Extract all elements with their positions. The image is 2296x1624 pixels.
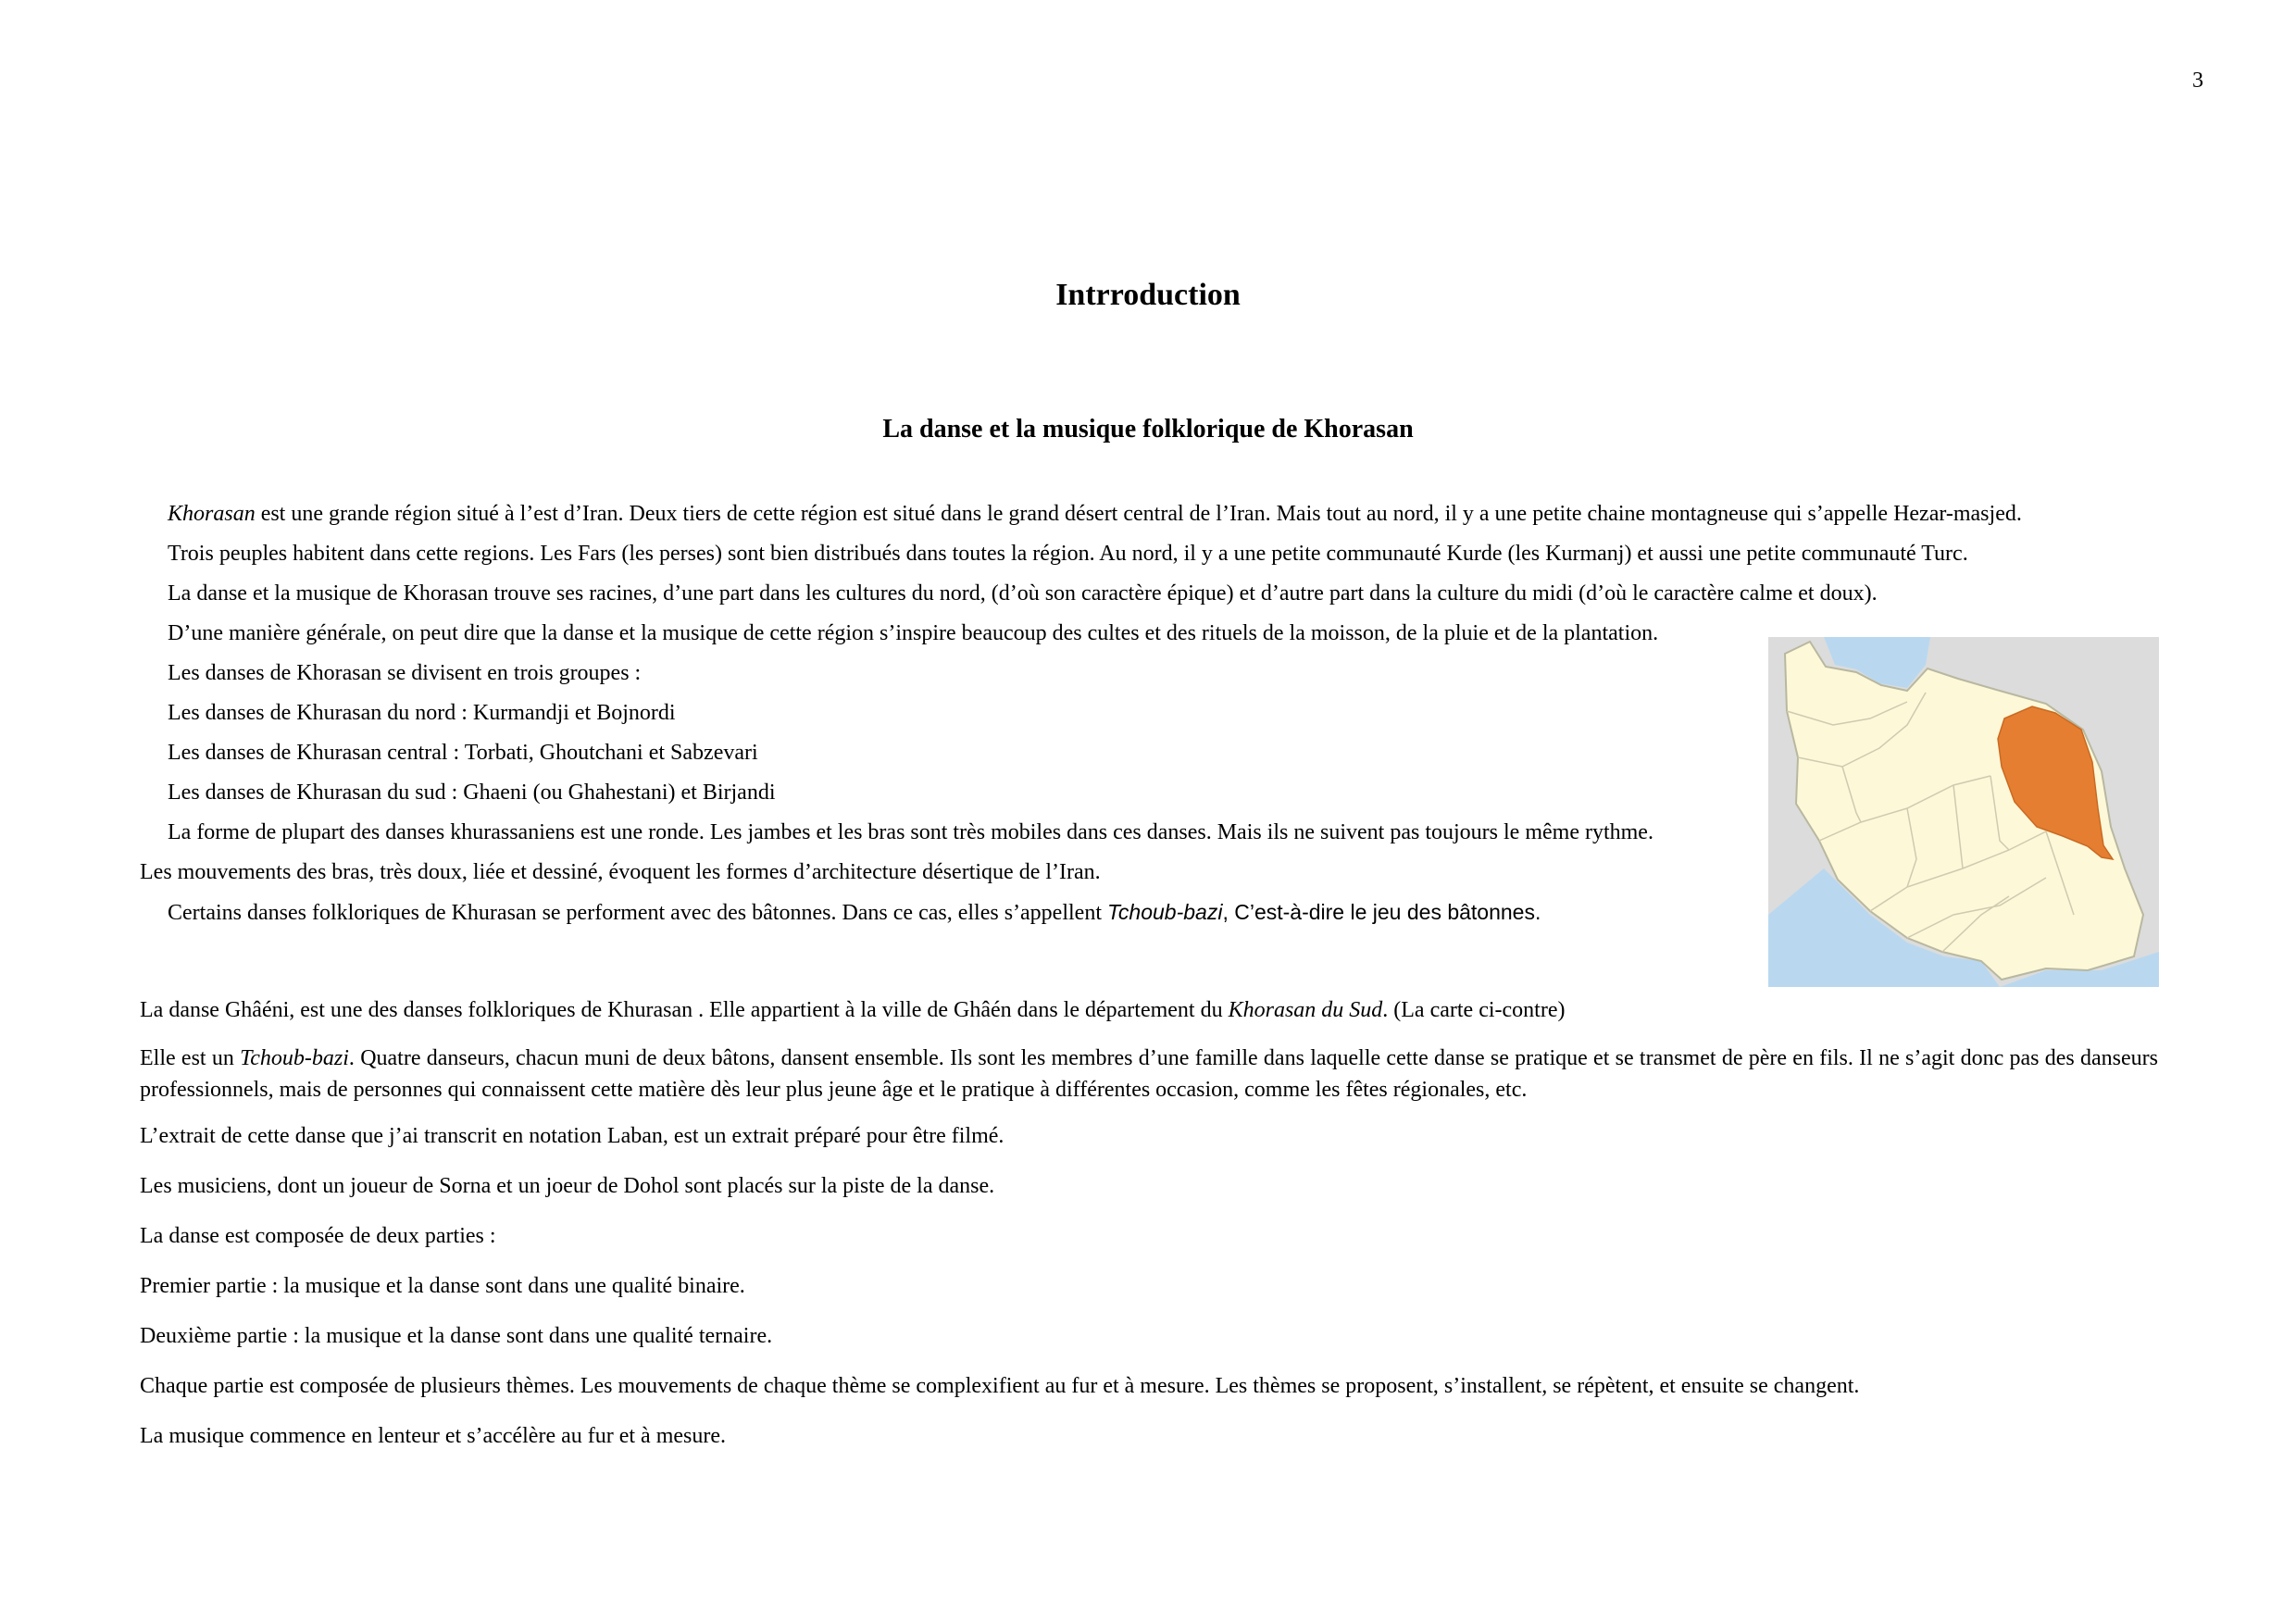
page-title: Intrroduction xyxy=(1055,278,1241,312)
body-paragraph-6: Premier partie : la musique et la danse sont dans une qualité binaire. xyxy=(140,1274,745,1298)
intro-line-7: Les danses de Khurasan central : Torbati, Ghoutchani et Sabzevari xyxy=(168,741,758,765)
intro-line-5: Les danses de Khorasan se divisent en trois groupes : xyxy=(168,661,642,685)
khorasan-term: Khorasan xyxy=(168,502,256,526)
section-subtitle: La danse et la musique folklorique de Khorasan xyxy=(882,415,1414,443)
body-paragraph-4: Les musiciens, dont un joueur de Sorna et un joeur de Dohol sont placés sur la piste de la danse. xyxy=(140,1174,995,1198)
body-paragraph-8: Chaque partie est composée de plusieurs thèmes. Les mouvements de chaque thème se complexifient au fur et à mesure. Les thèmes se proposent, s’installent, se répètent, et ensuite se changent. xyxy=(140,1374,1860,1398)
intro-line-9: La forme de plupart des danses khurassaniens est une ronde. Les jambes et les bras sont très mobiles dans ces danses. Mais ils ne suivent pas toujours le même rythme. xyxy=(168,820,1653,844)
khorasan-du-sud-term: Khorasan du Sud xyxy=(1228,998,1383,1022)
body-paragraph-3: L’extrait de cette danse que j’ai transcrit en notation Laban, est un extrait préparé pour être filmé. xyxy=(140,1124,1004,1148)
page-number: 3 xyxy=(2192,69,2203,93)
intro-line-10: Les mouvements des bras, très doux, liée et dessiné, évoquent les formes d’architecture désertique de l’Iran. xyxy=(140,860,1101,884)
intro-line-8: Les danses de Khurasan du sud : Ghaeni (ou Ghahestani) et Birjandi xyxy=(168,781,776,805)
body-paragraph-1 xyxy=(140,996,1565,1024)
body-paragraph-7: Deuxième partie : la musique et la danse sont dans une qualité ternaire. xyxy=(140,1324,773,1348)
intro-line-2: Trois peuples habitent dans cette regions. Les Fars (les perses) sont bien distribués dans toutes la région. Au nord, il y a une petite communauté Kurde (les Kurmanj) et aussi une petite communauté Turc. xyxy=(168,542,1968,566)
tchoub-bazi-term: Tchoub-bazi xyxy=(1106,900,1223,924)
body-paragraph-1-end: . (La carte ci-contre) xyxy=(1382,998,1566,1022)
intro-line-6: Les danses de Khurasan du nord : Kurmandji et Bojnordi xyxy=(168,701,676,725)
body-paragraph-2-start: Elle est un xyxy=(140,1046,241,1070)
body-paragraph-5: La danse est composée de deux parties : xyxy=(140,1224,496,1248)
intro-line-1 xyxy=(168,500,2022,528)
intro-line-11-end: , C’est-à-dire le jeu des bâtonnes. xyxy=(1222,900,1541,924)
intro-line-4: D’une manière générale, on peut dire que la danse et la musique de cette région s’inspire beaucoup des cultes et des rituels de la moisson, de la pluie et de la plantation. xyxy=(168,621,1659,645)
body-paragraph-1-start: La danse Ghâéni, est une des danses folkloriques de Khurasan . Elle appartient à la ville de Ghâén dans le département du xyxy=(140,998,1229,1022)
body-paragraph-2-end: . Quatre danseurs, chacun muni de deux bâtons, dansent ensemble. Ils sont les membres d’une famille dans laquelle cette danse se pratique et se transmet de père en fils. Il ne s’agit donc pas des danseurs professionnels, mais de personnes qui connaissent cette matière dès leur plus jeune âge et le pratique à différentes occasion, comme les fêtes régionales, etc. xyxy=(140,1046,2159,1102)
tchoub-bazi-term-2: Tchoub-bazi xyxy=(240,1046,349,1070)
khorasan-map xyxy=(1768,637,2159,987)
intro-line-11 xyxy=(168,898,1541,927)
intro-line-11-start: Certains danses folkloriques de Khurasan se performent avec des bâtonnes. Dans ce cas, elles s’appellent xyxy=(168,901,1107,925)
intro-line-1-text: est une grande région situé à l’est d’Iran. Deux tiers de cette région est situé dans le grand désert central de l’Iran. Mais tout au nord, il y a une petite chaine montagneuse qui s’appelle Hezar-masjed. xyxy=(255,502,2022,526)
body-paragraph-2 xyxy=(140,1043,2158,1106)
body-paragraph-9: La musique commence en lenteur et s’accélère au fur et à mesure. xyxy=(140,1424,727,1448)
intro-line-3: La danse et la musique de Khorasan trouve ses racines, d’une part dans les cultures du nord, (d’où son caractère épique) et d’autre part dans la culture du midi (d’où le caractère calme et doux). xyxy=(168,581,1878,606)
